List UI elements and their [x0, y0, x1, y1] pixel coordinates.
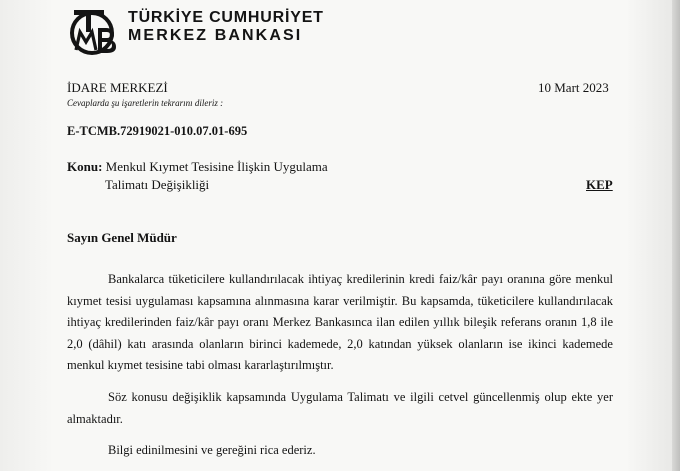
subject-label: Konu: [67, 159, 103, 174]
reply-note: Cevaplarda şu işaretlerin tekrarını dileriz : [67, 98, 224, 108]
reference-number: E-TCMB.72919021-010.07.01-695 [67, 124, 248, 138]
subject-row [67, 159, 328, 175]
bank-name-line1: TÜRKİYE CUMHURİYET [128, 9, 324, 26]
bank-name-line2: MERKEZ BANKASI [128, 27, 303, 44]
tcmb-logo-icon [68, 6, 122, 56]
paragraph-1: Bankalarca tüketicilere kullandırılacak ihtiyaç kredilerinin kredi faiz/kâr payı oranına göre menkul kıymet tesisi uygulaması kapsamına alınmasına karar verilmiştir. Bu kapsamda, tüketicilere kullandırılacak ihtiyaç kredilerinden faiz/kâr payı oranı Merkez Bankasınca ilan edilen yıllık bileşik referans oranın 1,8 ile 2,0 (dâhil) katı arasında olanların birinci kademede, 2,0 katından yüksek olanların ise ikinci kademede menkul kıymet tesisine tabi olması kararlaştırılmıştır. [67, 272, 613, 372]
letter-date: 10 Mart 2023 [538, 80, 609, 95]
department-name: İDARE MERKEZİ [67, 80, 168, 95]
subject-line1: Menkul Kıymet Tesisine İlişkin Uygulama [105, 159, 328, 174]
page-edge-shadow [672, 0, 680, 471]
delivery-channel: KEP [586, 177, 613, 192]
salutation: Sayın Genel Müdür [67, 230, 177, 245]
paragraph-3: Bilgi edinilmesini ve gereğini rica ederiz. [108, 443, 316, 457]
subject-line2: Talimatı Değişikliği [105, 177, 210, 192]
paragraph-2: Söz konusu değişiklik kapsamında Uygulama Talimatı ve ilgili cetvel güncellenmiş olup ekte yer almaktadır. [67, 390, 613, 426]
